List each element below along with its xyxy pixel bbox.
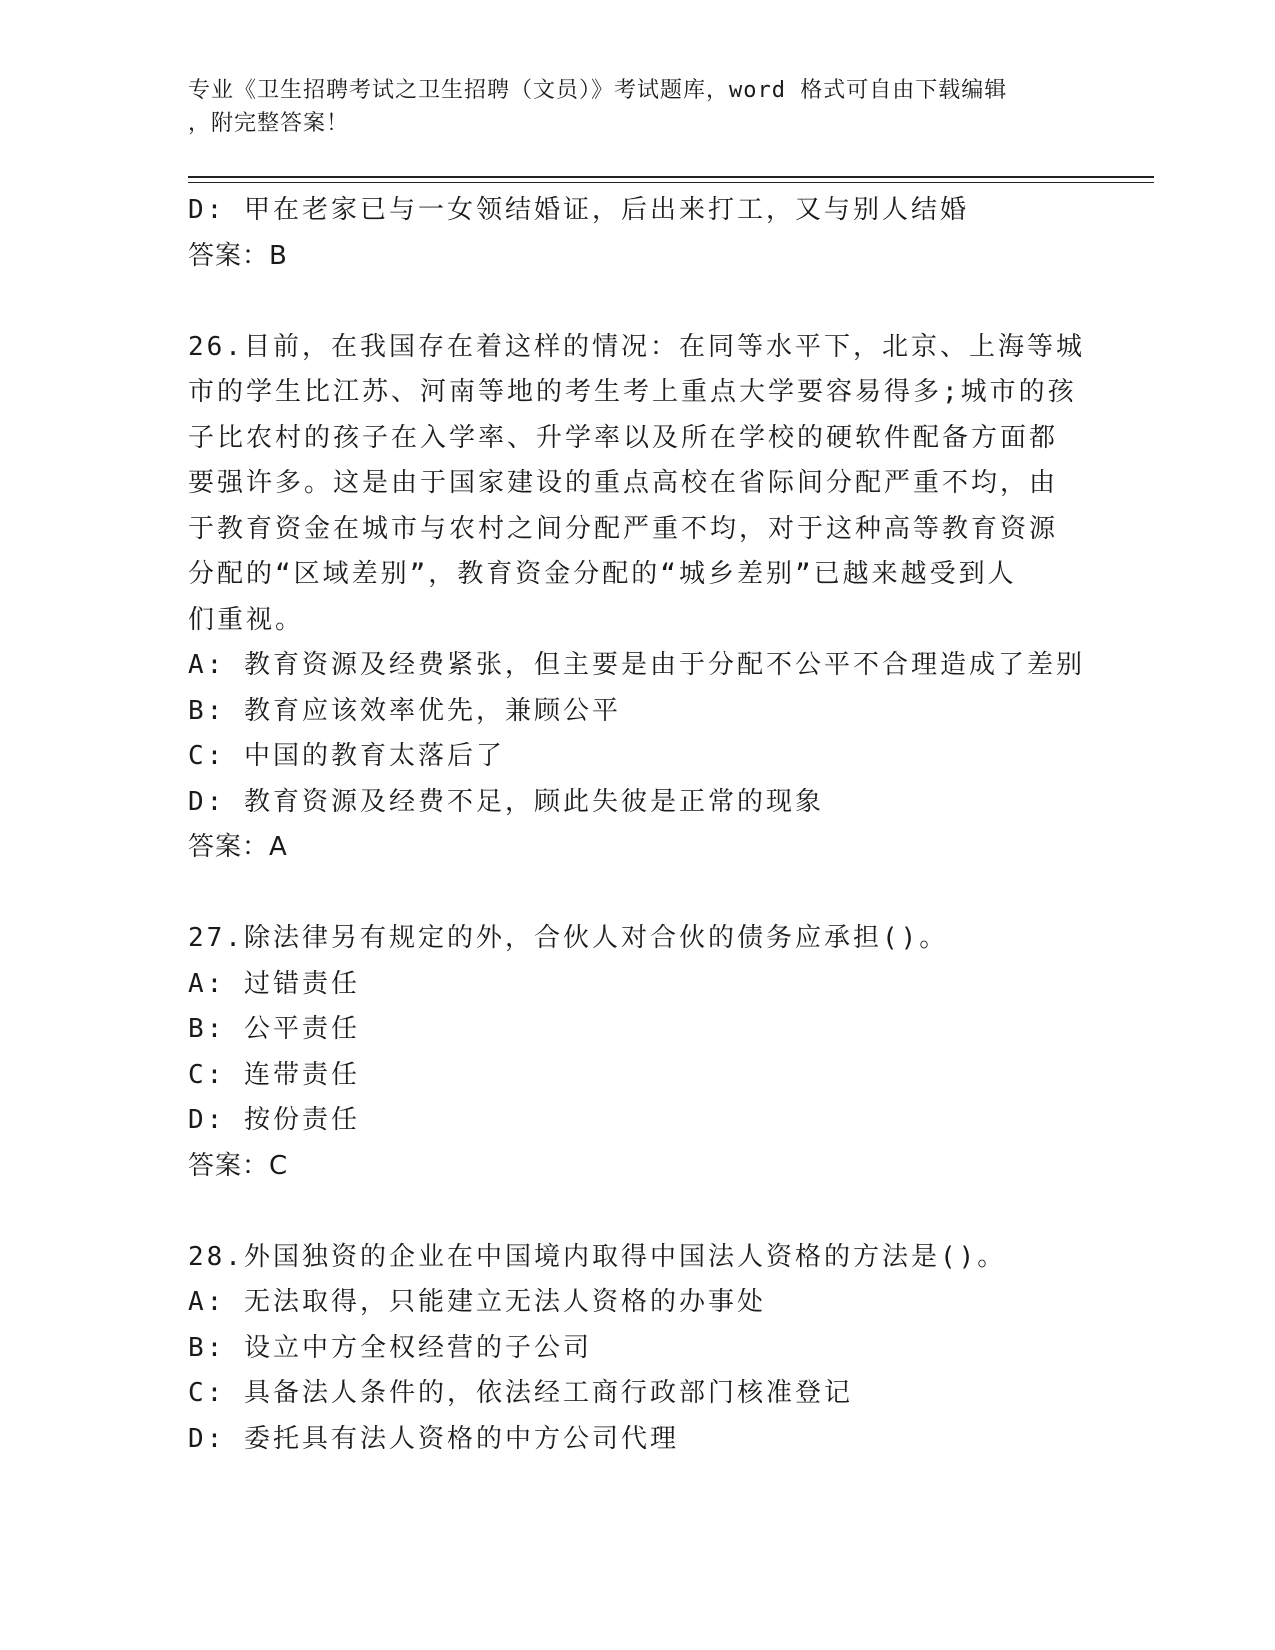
q28-stem: 28.外国独资的企业在中国境内取得中国法人资格的方法是()。 [188, 1241, 1007, 1272]
q26-stem-line: 子比农村的孩子在入学率、升学率以及所在学校的硬软件配备方面都 [188, 422, 1059, 453]
prev-answer: 答案：B [188, 240, 288, 271]
q26-stem-line: 分配的“区域差别”，教育资金分配的“城乡差别”已越来越受到人 [188, 559, 1017, 589]
document-header [188, 74, 1068, 140]
header-divider-thick [188, 176, 1154, 178]
question-27 [188, 916, 1088, 1189]
header-line-2: ，附完整答案！ [188, 111, 350, 136]
header-line-1: 专业《卫生招聘考试之卫生招聘（文员）》考试题库，word 格式可自由下载编辑 [188, 78, 1008, 103]
header-divider-thin [188, 182, 1154, 183]
q26-stem-line: 市的学生比江苏、河南等地的考生考上重点大学要容易得多;城市的孩 [188, 377, 1077, 407]
q26-answer: 答案：A [188, 832, 288, 862]
spacer [188, 871, 1088, 917]
q26-option-a: A: 教育资源及经费紧张，但主要是由于分配不公平不合理造成了差别 [188, 650, 1085, 680]
spacer [188, 1189, 1088, 1235]
q26-stem-line: 26.目前，在我国存在着这样的情况：在同等水平下，北京、上海等城 [188, 331, 1085, 362]
q27-stem: 27.除法律另有规定的外，合伙人对合伙的债务应承担()。 [188, 923, 949, 953]
q26-stem-line: 于教育资金在城市与农村之间分配严重不均，对于这种高等教育资源 [188, 513, 1059, 544]
q27-option-b: B: 公平责任 [188, 1014, 360, 1044]
q28-option-d: D: 委托具有法人资格的中方公司代理 [188, 1423, 679, 1454]
q26-stem-line: 要强许多。这是由于国家建设的重点高校在省际间分配严重不均，由 [188, 468, 1059, 498]
q26-option-c: C: 中国的教育太落后了 [188, 741, 505, 771]
q28-option-c: C: 具备法人条件的，依法经工商行政部门核准登记 [188, 1378, 853, 1408]
q27-option-d: D: 按份责任 [188, 1105, 360, 1135]
q28-option-a: A: 无法取得，只能建立无法人资格的办事处 [188, 1287, 766, 1317]
q27-answer: 答案：C [188, 1150, 289, 1181]
q26-option-b: B: 教育应该效率优先，兼顾公平 [188, 695, 621, 726]
question-28 [188, 1235, 1088, 1463]
question-content [188, 188, 1088, 1462]
q27-option-c: C: 连带责任 [188, 1059, 360, 1090]
question-26 [188, 325, 1088, 871]
prev-option-d: D: 甲在老家已与一女领结婚证，后出来打工，又与别人结婚 [188, 195, 969, 225]
q26-stem-line: 们重视。 [188, 604, 305, 635]
q28-option-b: B: 设立中方全权经营的子公司 [188, 1332, 592, 1363]
q27-option-a: A: 过错责任 [188, 968, 360, 999]
spacer [188, 279, 1088, 325]
q26-option-d: D: 教育资源及经费不足，顾此失彼是正常的现象 [188, 786, 824, 817]
